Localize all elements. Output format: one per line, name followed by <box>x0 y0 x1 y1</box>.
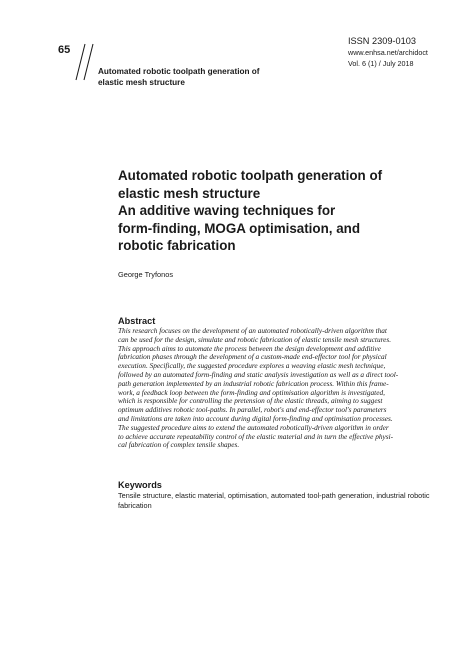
page-number: 65 <box>58 44 71 56</box>
keywords-heading: Keywords <box>118 480 162 490</box>
subtitle-line: robotic fabrication <box>118 238 236 254</box>
abstract-body <box>118 327 430 450</box>
abstract-line: to achieve accurate repeatability control of the elastic material and in turn the effective physi- <box>118 431 394 441</box>
running-title-line: Automated robotic toolpath generation of <box>98 67 260 76</box>
abstract-line: and limitations are taken into account during digital form-finding and optimisation processes. <box>118 413 393 423</box>
journal-info <box>348 36 428 69</box>
abstract-line: execution. Specifically, the suggested procedure explores a weaving elastic mesh technique, <box>118 361 386 371</box>
subtitle-line: form-finding, MOGA optimisation, and <box>118 220 360 236</box>
issn: ISSN 2309-0103 <box>348 36 416 46</box>
title-line: elastic mesh structure <box>118 185 261 201</box>
abstract-line: can be used for the design, simulate and robotic fabrication of elastic tensile mesh structures. <box>118 334 392 344</box>
abstract-line: work, a feedback loop between the form-finding and optimisation algorithm is investigated, <box>118 387 385 397</box>
subtitle-line: An additive waving techniques for <box>118 203 336 219</box>
keywords-text <box>118 491 438 511</box>
journal-website: www.enhsa.net/archidoct <box>348 48 428 57</box>
abstract-heading: Abstract <box>118 316 156 326</box>
abstract-line: fabrication phases through the development of a custom-made end-effector tool for physical <box>118 352 387 362</box>
abstract-line: optimum additives robotic tool-paths. In parallel, robot's and end-effector tool's parameters <box>118 405 387 415</box>
keywords-line: fabrication <box>118 501 152 510</box>
abstract-line: The suggested procedure aims to extend the automated robotically-driven algorithm in order <box>118 422 389 432</box>
abstract-line: path generation implemented by an industrial robotic fabrication process. Within this frame- <box>118 378 389 388</box>
abstract-line: This approach aims to automate the process between the design development and additive <box>118 343 381 353</box>
running-title-line: elastic mesh structure <box>98 78 185 87</box>
author-name: George Tryfonos <box>118 270 174 279</box>
abstract-line: cal fabrication of complex tensile shapes. <box>118 440 240 450</box>
abstract-line: This research focuses on the development of an automated robotically-driven algorithm that <box>118 326 387 335</box>
article-title <box>118 167 428 255</box>
abstract-line: followed by an automated form-finding and static analysis investigation as well as a direct tool- <box>118 369 399 379</box>
volume-issue: Vol. 6 (1) / July 2018 <box>348 59 414 68</box>
running-title <box>98 66 298 88</box>
double-slash-mark <box>74 42 96 82</box>
abstract-line: which is responsible for controlling the pretension of the elastic threads, aiming to suggest <box>118 396 383 406</box>
keywords-line: Tensile structure, elastic material, optimisation, automated tool-path generation, industrial robotic <box>118 491 430 500</box>
title-line: Automated robotic toolpath generation of <box>118 168 383 183</box>
